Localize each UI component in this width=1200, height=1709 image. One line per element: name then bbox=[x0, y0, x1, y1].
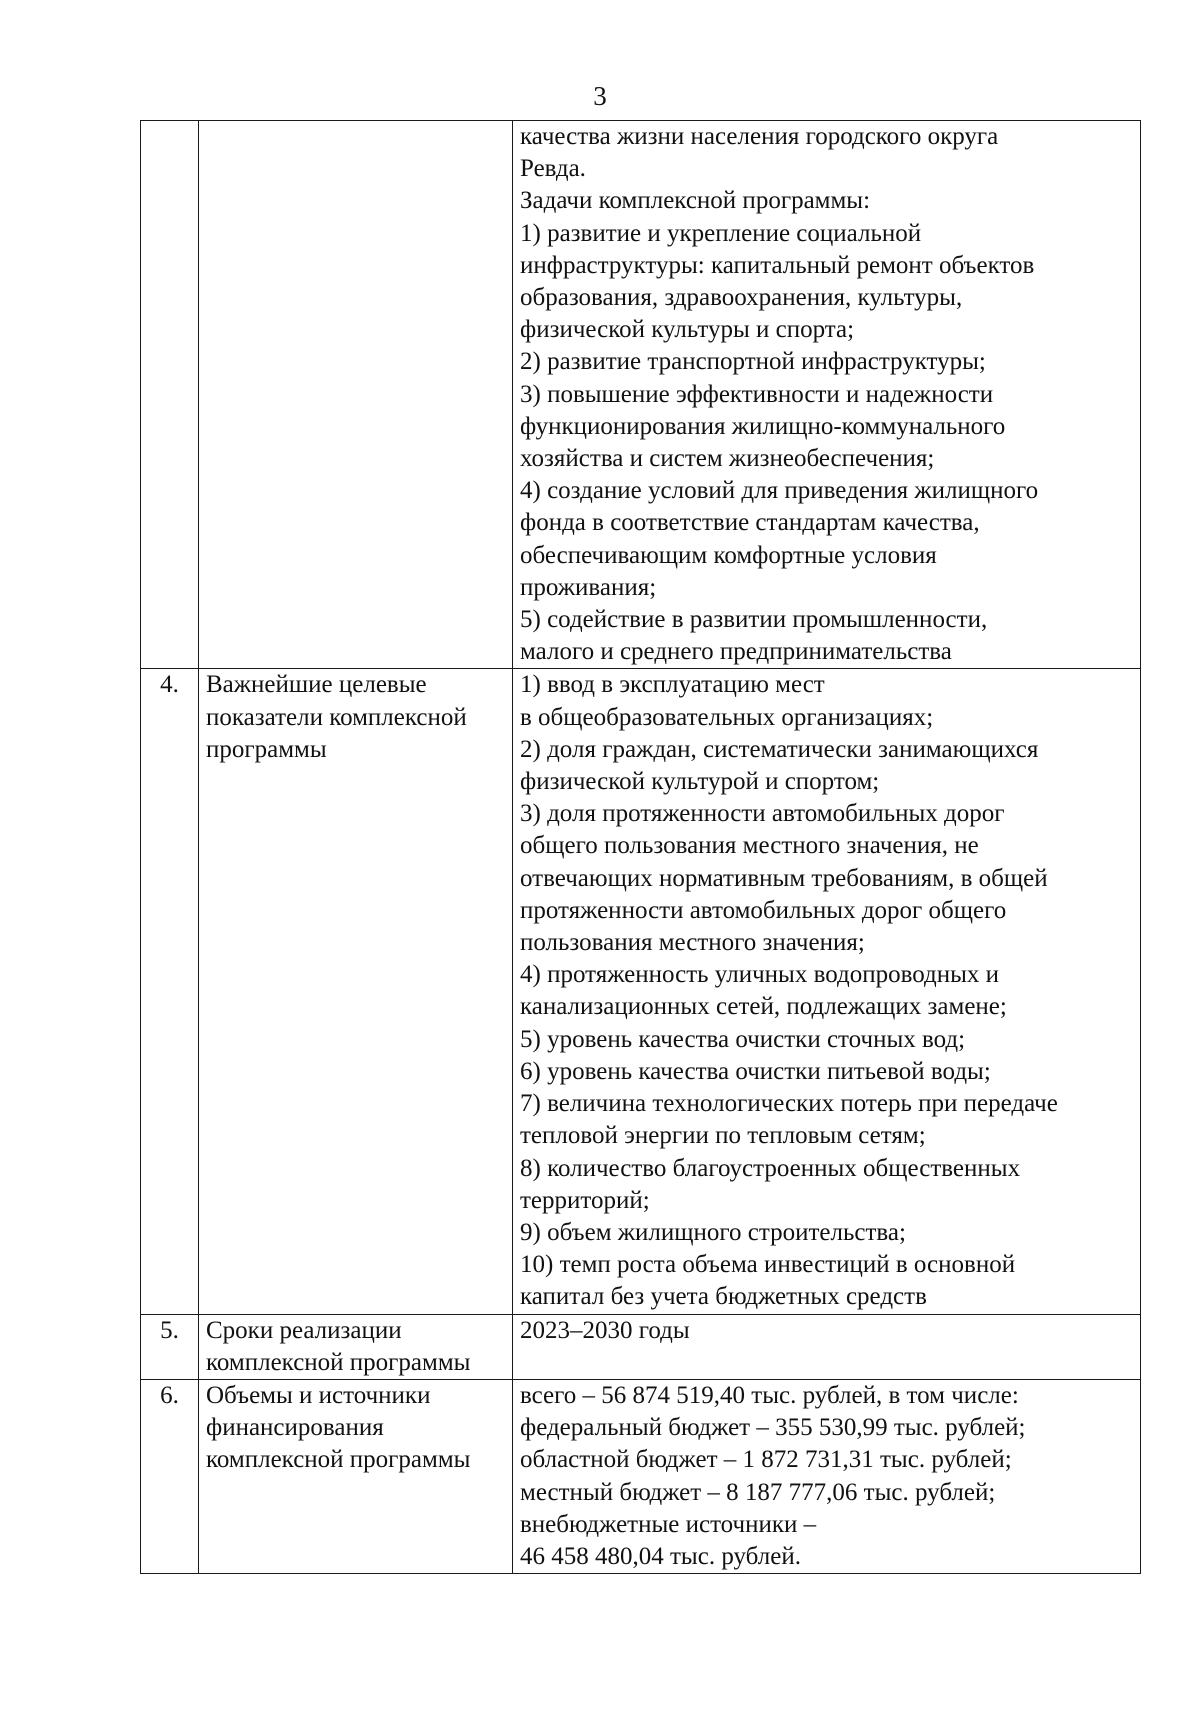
page-number: 3 bbox=[593, 81, 607, 111]
parameter-value-line: физической культурой и спортом; bbox=[520, 768, 880, 796]
parameter-name-line: программы bbox=[206, 735, 327, 763]
parameter-value-line: 46 458 480,04 тыс. рублей. bbox=[520, 1542, 801, 1570]
parameter-value-line: 5) уровень качества очистки сточных вод; bbox=[520, 1025, 966, 1053]
parameter-name-cell bbox=[199, 121, 513, 669]
parameter-value-line: 5) содействие в развитии промышленности, bbox=[520, 606, 988, 634]
parameter-value-line: капитал без учета бюджетных средств bbox=[520, 1283, 927, 1311]
parameter-value-cell bbox=[513, 1379, 1141, 1573]
parameter-name-line: Важнейшие целевые bbox=[206, 671, 427, 699]
parameter-value-line: 9) объем жилищного строительства; bbox=[520, 1218, 906, 1246]
row-number: 6. bbox=[160, 1381, 179, 1409]
parameter-value-line: 1) ввод в эксплуатацию мест bbox=[520, 671, 825, 699]
table-row bbox=[141, 1379, 1141, 1573]
parameter-value-line: федеральный бюджет – 355 530,99 тыс. рублей; bbox=[520, 1414, 1026, 1442]
parameter-value-line: инфраструктуры: капитальный ремонт объектов bbox=[520, 251, 1035, 279]
parameter-value-line: 3) повышение эффективности и надежности bbox=[520, 380, 994, 408]
row-number-cell bbox=[141, 1314, 199, 1379]
parameter-name-cell bbox=[199, 1314, 513, 1379]
parameter-value-cell bbox=[513, 669, 1141, 1314]
parameter-value-line: Ревда. bbox=[520, 155, 586, 183]
parameter-value-line: всего – 56 874 519,40 тыс. рублей, в том числе: bbox=[520, 1381, 1019, 1409]
parameter-value-line: функционирования жилищно-коммунального bbox=[520, 412, 1006, 440]
parameter-value-line: отвечающих нормативным требованиям, в общей bbox=[520, 864, 1048, 892]
parameter-name-line: Сроки реализации bbox=[206, 1316, 402, 1344]
parameter-value-line: 2023–2030 годы bbox=[520, 1316, 690, 1344]
parameter-value-line: 3) доля протяженности автомобильных дорог bbox=[520, 800, 1005, 828]
parameter-value-line: 2) развитие транспортной инфраструктуры; bbox=[520, 348, 986, 376]
parameter-value-line: обеспечивающим комфортные условия bbox=[520, 541, 937, 569]
parameter-value-line: местный бюджет – 8 187 777,06 тыс. рублей; bbox=[520, 1478, 996, 1506]
table-row bbox=[141, 1314, 1141, 1379]
parameter-value-line: 4) создание условий для приведения жилищного bbox=[520, 477, 1039, 505]
row-number-cell bbox=[141, 121, 199, 669]
parameter-value-line: малого и среднего предпринимательства bbox=[520, 638, 952, 666]
parameter-value-line: 6) уровень качества очистки питьевой воды; bbox=[520, 1057, 991, 1085]
parameter-name-cell bbox=[199, 669, 513, 1314]
row-number-cell bbox=[141, 1379, 199, 1573]
table-row bbox=[141, 669, 1141, 1314]
table-row bbox=[141, 121, 1141, 669]
parameter-name-line: показатели комплексной bbox=[206, 703, 467, 731]
parameter-value-cell bbox=[513, 1314, 1141, 1379]
parameter-name-line: комплексной программы bbox=[206, 1348, 471, 1376]
parameter-value-line: фонда в соответствие стандартам качества, bbox=[520, 509, 980, 537]
parameter-value-line: 1) развитие и укрепление социальной bbox=[520, 219, 922, 247]
parameter-value-line: протяженности автомобильных дорог общего bbox=[520, 896, 1007, 924]
row-number: 5. bbox=[160, 1316, 179, 1344]
parameter-value-line: 7) величина технологических потерь при передаче bbox=[520, 1090, 1058, 1118]
parameter-value-line: канализационных сетей, подлежащих замене; bbox=[520, 993, 1007, 1021]
parameter-value-line: в общеобразовательных организациях; bbox=[520, 703, 934, 731]
parameter-value-line: внебюджетные источники – bbox=[520, 1510, 817, 1538]
parameter-value-line: 4) протяженность уличных водопроводных и bbox=[520, 961, 1000, 989]
parameter-value-line: проживания; bbox=[520, 573, 657, 601]
parameter-value-line: территорий; bbox=[520, 1186, 650, 1214]
parameter-name-cell bbox=[199, 1379, 513, 1573]
parameter-value-line: хозяйства и систем жизнеобеспечения; bbox=[520, 445, 935, 473]
parameter-value-line: пользования местного значения; bbox=[520, 929, 865, 957]
parameter-name-line: Объемы и источники bbox=[206, 1381, 431, 1409]
parameter-value-line: Задачи комплексной программы: bbox=[520, 187, 871, 215]
parameter-value-line: 10) темп роста объема инвестиций в основной bbox=[520, 1251, 1016, 1279]
parameter-value-line: 2) доля граждан, систематически занимающихся bbox=[520, 735, 1039, 763]
parameter-value-line: областной бюджет – 1 872 731,31 тыс. рублей; bbox=[520, 1446, 1012, 1474]
row-number: 4. bbox=[160, 671, 179, 699]
parameter-value-line: качества жизни населения городского округа bbox=[520, 123, 999, 150]
parameter-value-cell bbox=[513, 121, 1141, 669]
parameter-value-line: 8) количество благоустроенных общественных bbox=[520, 1154, 1021, 1182]
parameter-value-line: тепловой энергии по тепловым сетям; bbox=[520, 1122, 926, 1150]
parameter-name-line: финансирования bbox=[206, 1414, 384, 1442]
parameter-value-line: общего пользования местного значения, не bbox=[520, 832, 979, 860]
parameter-value-line: образования, здравоохранения, культуры, bbox=[520, 284, 963, 312]
row-number-cell bbox=[141, 669, 199, 1314]
parameter-value-line: физической культуры и спорта; bbox=[520, 316, 855, 344]
program-passport-table bbox=[140, 120, 1141, 1574]
parameter-name-line: комплексной программы bbox=[206, 1446, 471, 1474]
